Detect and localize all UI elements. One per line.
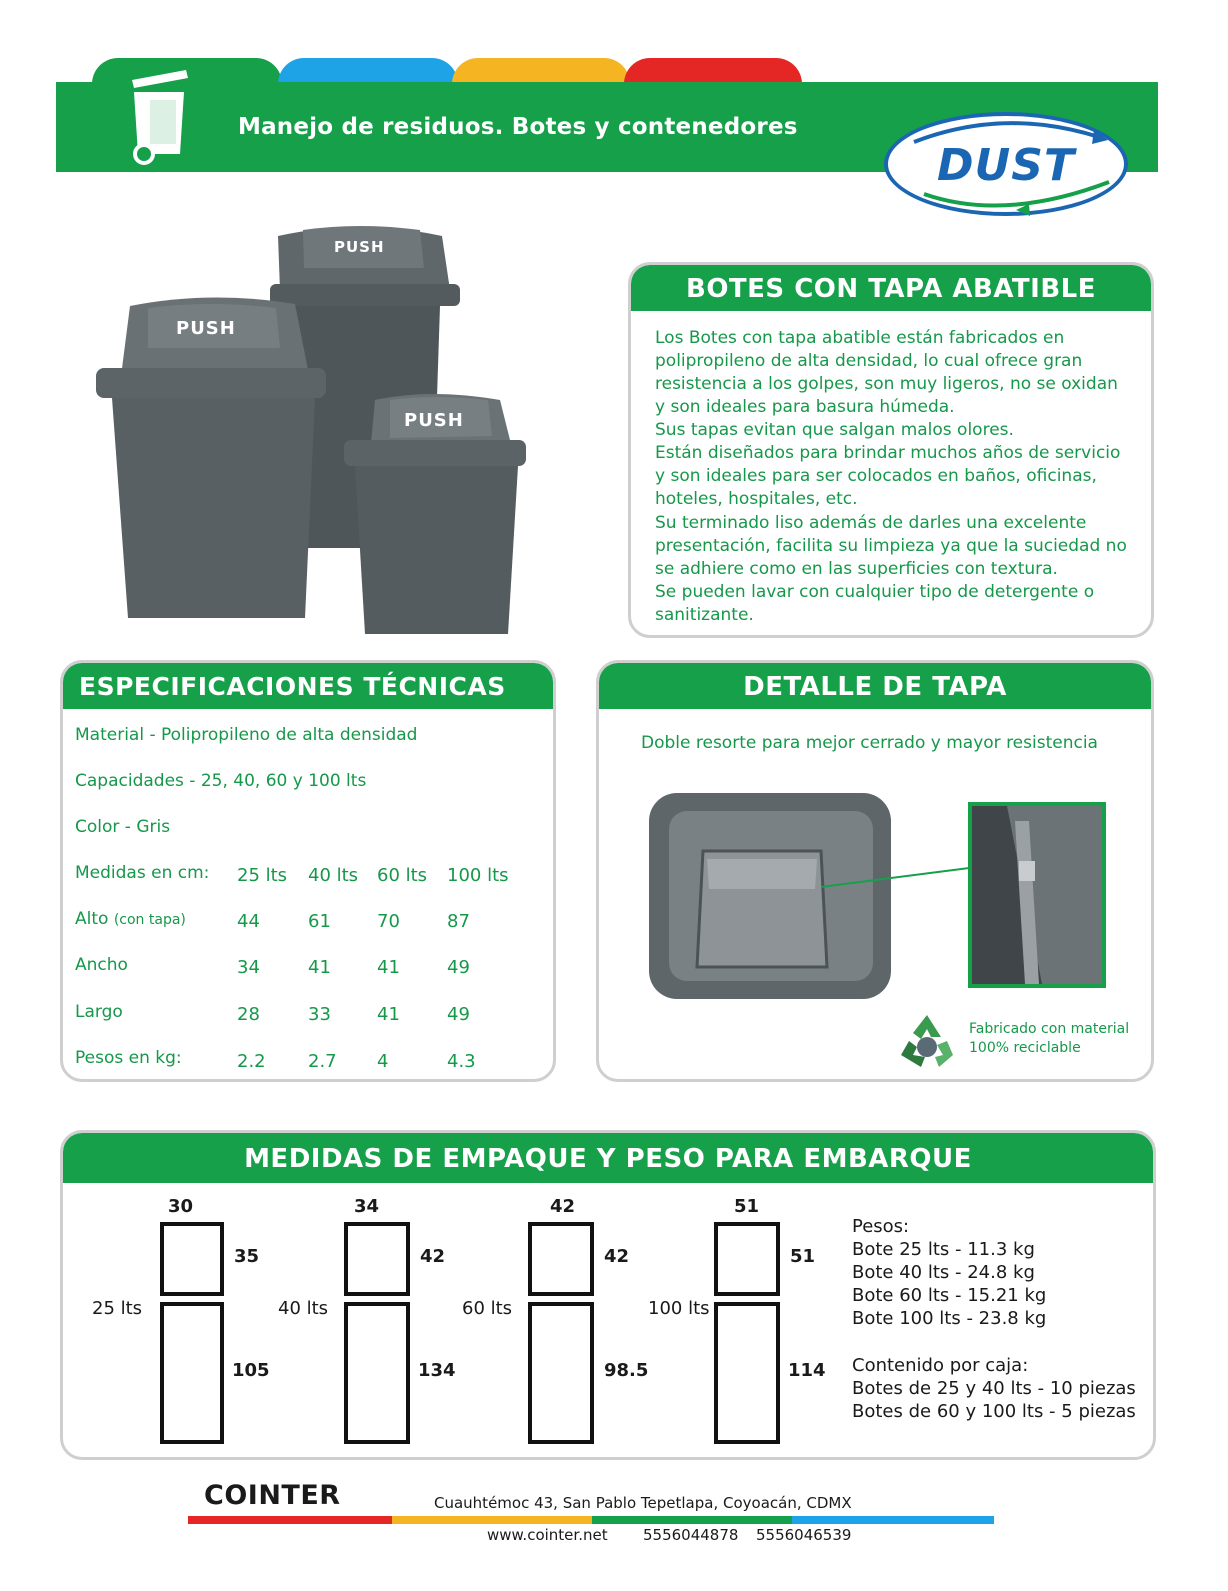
weight-line: Bote 60 lts - 15.21 kg <box>852 1285 1047 1306</box>
pack-body-box <box>528 1302 594 1444</box>
pack-size-label: 60 lts <box>462 1298 513 1319</box>
pack-top-width: 51 <box>734 1196 760 1217</box>
trash-bins-photo <box>90 218 540 648</box>
pack-body-box <box>344 1302 410 1444</box>
header-title: Manejo de residuos. Botes y contenedores <box>238 114 798 140</box>
description-line: resistencia a los golpes, son muy ligeros, no se oxidan <box>655 374 1118 394</box>
description-line: se adhiere como en las superficies con textura. <box>655 559 1058 579</box>
spec-col-header: 60 lts <box>377 865 428 886</box>
spec-value: 28 <box>237 1004 260 1025</box>
description-line: presentación, facilita su limpieza ya que la suciedad no <box>655 536 1127 556</box>
description-line: y son ideales para basura húmeda. <box>655 397 955 417</box>
footer-bar-yellow <box>392 1516 592 1524</box>
spec-row-label: Ancho <box>75 955 128 975</box>
pack-lid-height: 42 <box>604 1246 630 1267</box>
spec-value: 44 <box>237 911 260 932</box>
footer-bar-red <box>188 1516 392 1524</box>
pack-top-width: 30 <box>168 1196 194 1217</box>
weight-line: Bote 100 lts - 23.8 kg <box>852 1308 1047 1329</box>
spec-value: 70 <box>377 911 400 932</box>
pack-size-label: 100 lts <box>648 1298 710 1319</box>
description-line: Se pueden lavar con cualquier tipo de detergente o <box>655 582 1095 602</box>
spec-value: 41 <box>377 1004 400 1025</box>
spec-row-label: Largo <box>75 1002 123 1022</box>
pack-top-width: 34 <box>354 1196 380 1217</box>
description-line: polipropileno de alta densidad, lo cual ofrece gran <box>655 351 1083 371</box>
box-contents-line: Botes de 25 y 40 lts - 10 piezas <box>852 1378 1136 1399</box>
cointer-logo: COINTER <box>204 1480 341 1511</box>
lid-label-left: PUSH <box>176 318 236 339</box>
weight-line: Bote 40 lts - 24.8 kg <box>852 1262 1035 1283</box>
description-line: Los Botes con tapa abatible están fabricados en <box>655 328 1065 348</box>
box-contents-title: Contenido por caja: <box>852 1355 1029 1376</box>
pack-top-width: 42 <box>550 1196 576 1217</box>
pack-lid-height: 35 <box>234 1246 260 1267</box>
spec-value: 41 <box>377 957 400 978</box>
spec-capacities: Capacidades - 25, 40, 60 y 100 lts <box>75 771 367 791</box>
spec-value: 41 <box>308 957 331 978</box>
specs-box <box>60 660 556 1082</box>
lid-detail-title: DETALLE DE TAPA <box>599 663 1151 709</box>
spec-row-label: Pesos en kg: <box>75 1048 182 1068</box>
description-line: y son ideales para ser colocados en baños, oficinas, <box>655 466 1097 486</box>
spec-value: 87 <box>447 911 470 932</box>
specs-title: ESPECIFICACIONES TÉCNICAS <box>63 663 553 709</box>
spec-value: 4 <box>377 1051 389 1072</box>
pack-lid-box <box>344 1222 410 1296</box>
pack-body-box <box>714 1302 780 1444</box>
spec-value: 2.7 <box>308 1051 337 1072</box>
spec-row-label-small: (con tapa) <box>113 912 186 928</box>
weights-title: Pesos: <box>852 1216 910 1237</box>
pack-body-height: 134 <box>418 1360 456 1381</box>
spec-color: Color - Gris <box>75 817 171 837</box>
pack-lid-box <box>714 1222 780 1296</box>
description-line: Su terminado liso además de darles una excelente <box>655 513 1087 533</box>
pack-body-height: 105 <box>232 1360 270 1381</box>
lid-detail-caption: Doble resorte para mejor cerrado y mayor resistencia <box>641 733 1098 753</box>
spec-col-header: 100 lts <box>447 865 509 886</box>
description-box <box>628 262 1154 638</box>
spec-col-header: 40 lts <box>308 865 359 886</box>
description-line: Sus tapas evitan que salgan malos olores. <box>655 420 1014 440</box>
trash-bin-icon <box>124 66 194 166</box>
pack-body-box <box>160 1302 224 1444</box>
footer-phone-1: 5556044878 <box>643 1526 739 1544</box>
description-line: hoteles, hospitales, etc. <box>655 489 858 509</box>
footer-bar-green <box>592 1516 792 1524</box>
pack-lid-height: 51 <box>790 1246 816 1267</box>
pack-lid-box <box>528 1222 594 1296</box>
footer-phone-2: 5556046539 <box>756 1526 852 1544</box>
spec-material: Material - Polipropileno de alta densidad <box>75 725 418 745</box>
spec-value: 49 <box>447 957 470 978</box>
logo-text: DUST <box>937 140 1075 191</box>
recycle-text-1: Fabricado con material <box>969 1021 1130 1037</box>
description-title: BOTES CON TAPA ABATIBLE <box>631 265 1151 311</box>
footer-address: Cuauhtémoc 43, San Pablo Tepetlapa, Coyoacán, CDMX <box>434 1494 852 1512</box>
weight-line: Bote 25 lts - 11.3 kg <box>852 1239 1035 1260</box>
pack-lid-box <box>160 1222 224 1296</box>
spec-col-header: 25 lts <box>237 865 288 886</box>
spec-value: 2.2 <box>237 1051 266 1072</box>
packing-title: MEDIDAS DE EMPAQUE Y PESO PARA EMBARQUE <box>63 1133 1153 1183</box>
pack-body-height: 98.5 <box>604 1360 649 1381</box>
recycle-icon <box>895 1011 959 1071</box>
footer-bar-blue <box>792 1516 994 1524</box>
pack-body-height: 114 <box>788 1360 826 1381</box>
pack-size-label: 25 lts <box>92 1298 143 1319</box>
spec-row-label <box>75 909 186 929</box>
recycle-text-2: 100% reciclable <box>969 1040 1081 1056</box>
footer-website: www.cointer.net <box>487 1526 608 1544</box>
spring-detail-photo <box>967 801 1107 989</box>
lid-label-back: PUSH <box>334 238 385 256</box>
spec-value: 33 <box>308 1004 331 1025</box>
lid-detail-box <box>596 660 1154 1082</box>
spec-row-label-main: Alto <box>75 909 109 929</box>
spec-measures-label: Medidas en cm: <box>75 863 210 883</box>
spec-value: 61 <box>308 911 331 932</box>
box-contents-line: Botes de 60 y 100 lts - 5 piezas <box>852 1401 1136 1422</box>
spec-value: 49 <box>447 1004 470 1025</box>
description-line: Están diseñados para brindar muchos años de servicio <box>655 443 1121 463</box>
pack-lid-height: 42 <box>420 1246 446 1267</box>
spec-value: 4.3 <box>447 1051 476 1072</box>
pack-size-label: 40 lts <box>278 1298 329 1319</box>
spec-value: 34 <box>237 957 260 978</box>
description-line: sanitizante. <box>655 605 754 625</box>
lid-label-right: PUSH <box>404 410 464 431</box>
callout-line <box>819 859 979 899</box>
